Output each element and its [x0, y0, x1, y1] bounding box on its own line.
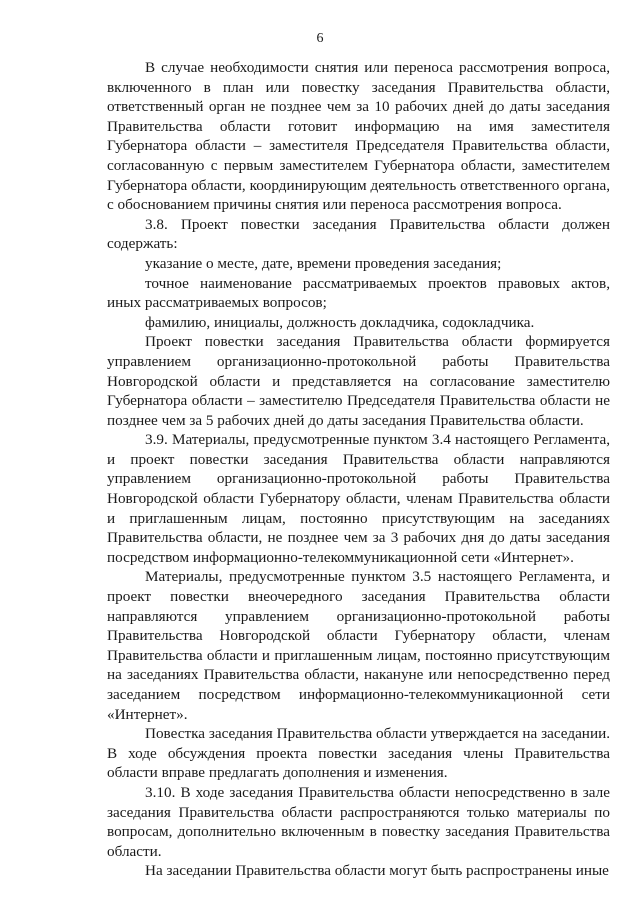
document-body — [107, 58, 610, 881]
paragraph-other-materials: На заседании Правительства области могут быть распространены иные — [145, 862, 609, 880]
paragraph-agenda-formation: Проект повестки заседания Правительства области формируется управлением организационно-протокольной работы Правительства Новгородской области и представляется на согласование заместителю Губернатора области – заместителю Председателя Правительства области не позднее чем за 5 рабочих дней до даты заседания Правительства области. — [107, 333, 610, 429]
paragraph-3-5-materials: Материалы, предусмотренные пунктом 3.5 настоящего Регламента, и проект повестки внеочередного заседания Правительства области направляются управлением организационно-протокольной работы Правительства Новгородской области Губернатору области, членам Правительства области и приглашенным лицам, постоянно присутствующим на заседаниях Правительства области, накануне или непосредственно перед заседанием посредством информационно-телекоммуникационной сети «Интернет». — [107, 568, 610, 723]
paragraph-agenda-approval: Повестка заседания Правительства области утверждается на заседании. В ходе обсуждения проекта повестки заседания члены Правительства области вправе предлагать дополнения и изменения. — [107, 725, 610, 782]
paragraph-3-10: 3.10. В ходе заседания Правительства области непосредственно в зале заседания Правительства области распространяются только материалы по вопросам, дополнительно включенным в повестку заседания Правительства области. — [107, 783, 610, 860]
paragraph-3-9: 3.9. Материалы, предусмотренные пунктом 3.4 настоящего Регламента, и проект повестки заседания Правительства области направляются управлением организационно-протокольной работы Правительства Новгородской области Губернатору области, членам Правительства области и приглашенным лицам, постоянно присутствующим на заседаниях Правительства области, не позднее чем за 3 рабочих дня до даты заседания посредством информационно-телекоммуникационной сети «Интернет». — [107, 431, 610, 566]
agenda-item-act-names: точное наименование рассматриваемых проектов правовых актов, иных рассматриваемых вопросов; — [107, 274, 610, 312]
page-number: 6 — [316, 31, 324, 46]
agenda-item-place-date-time: указание о месте, дате, времени проведения заседания; — [145, 254, 502, 272]
paragraph-withdrawal-procedure: В случае необходимости снятия или переноса рассмотрения вопроса, включенного в план или повестку заседания Правительства области, ответственный орган не позднее чем за 10 рабочих дней до даты заседания Правительства области готовит информацию на имя заместителя Губернатора области – заместителя Председателя Правительства области, согласованную с первым заместителем Губернатора области, заместителем Губернатора области, координирующим деятельность ответственного органа, с обоснованием причины снятия или переноса рассмотрения вопроса. — [107, 59, 610, 214]
paragraph-3-8-heading: 3.8. Проект повестки заседания Правительства области должен содержать: — [107, 215, 610, 253]
agenda-item-speakers: фамилию, инициалы, должность докладчика, содокладчика. — [145, 313, 535, 331]
